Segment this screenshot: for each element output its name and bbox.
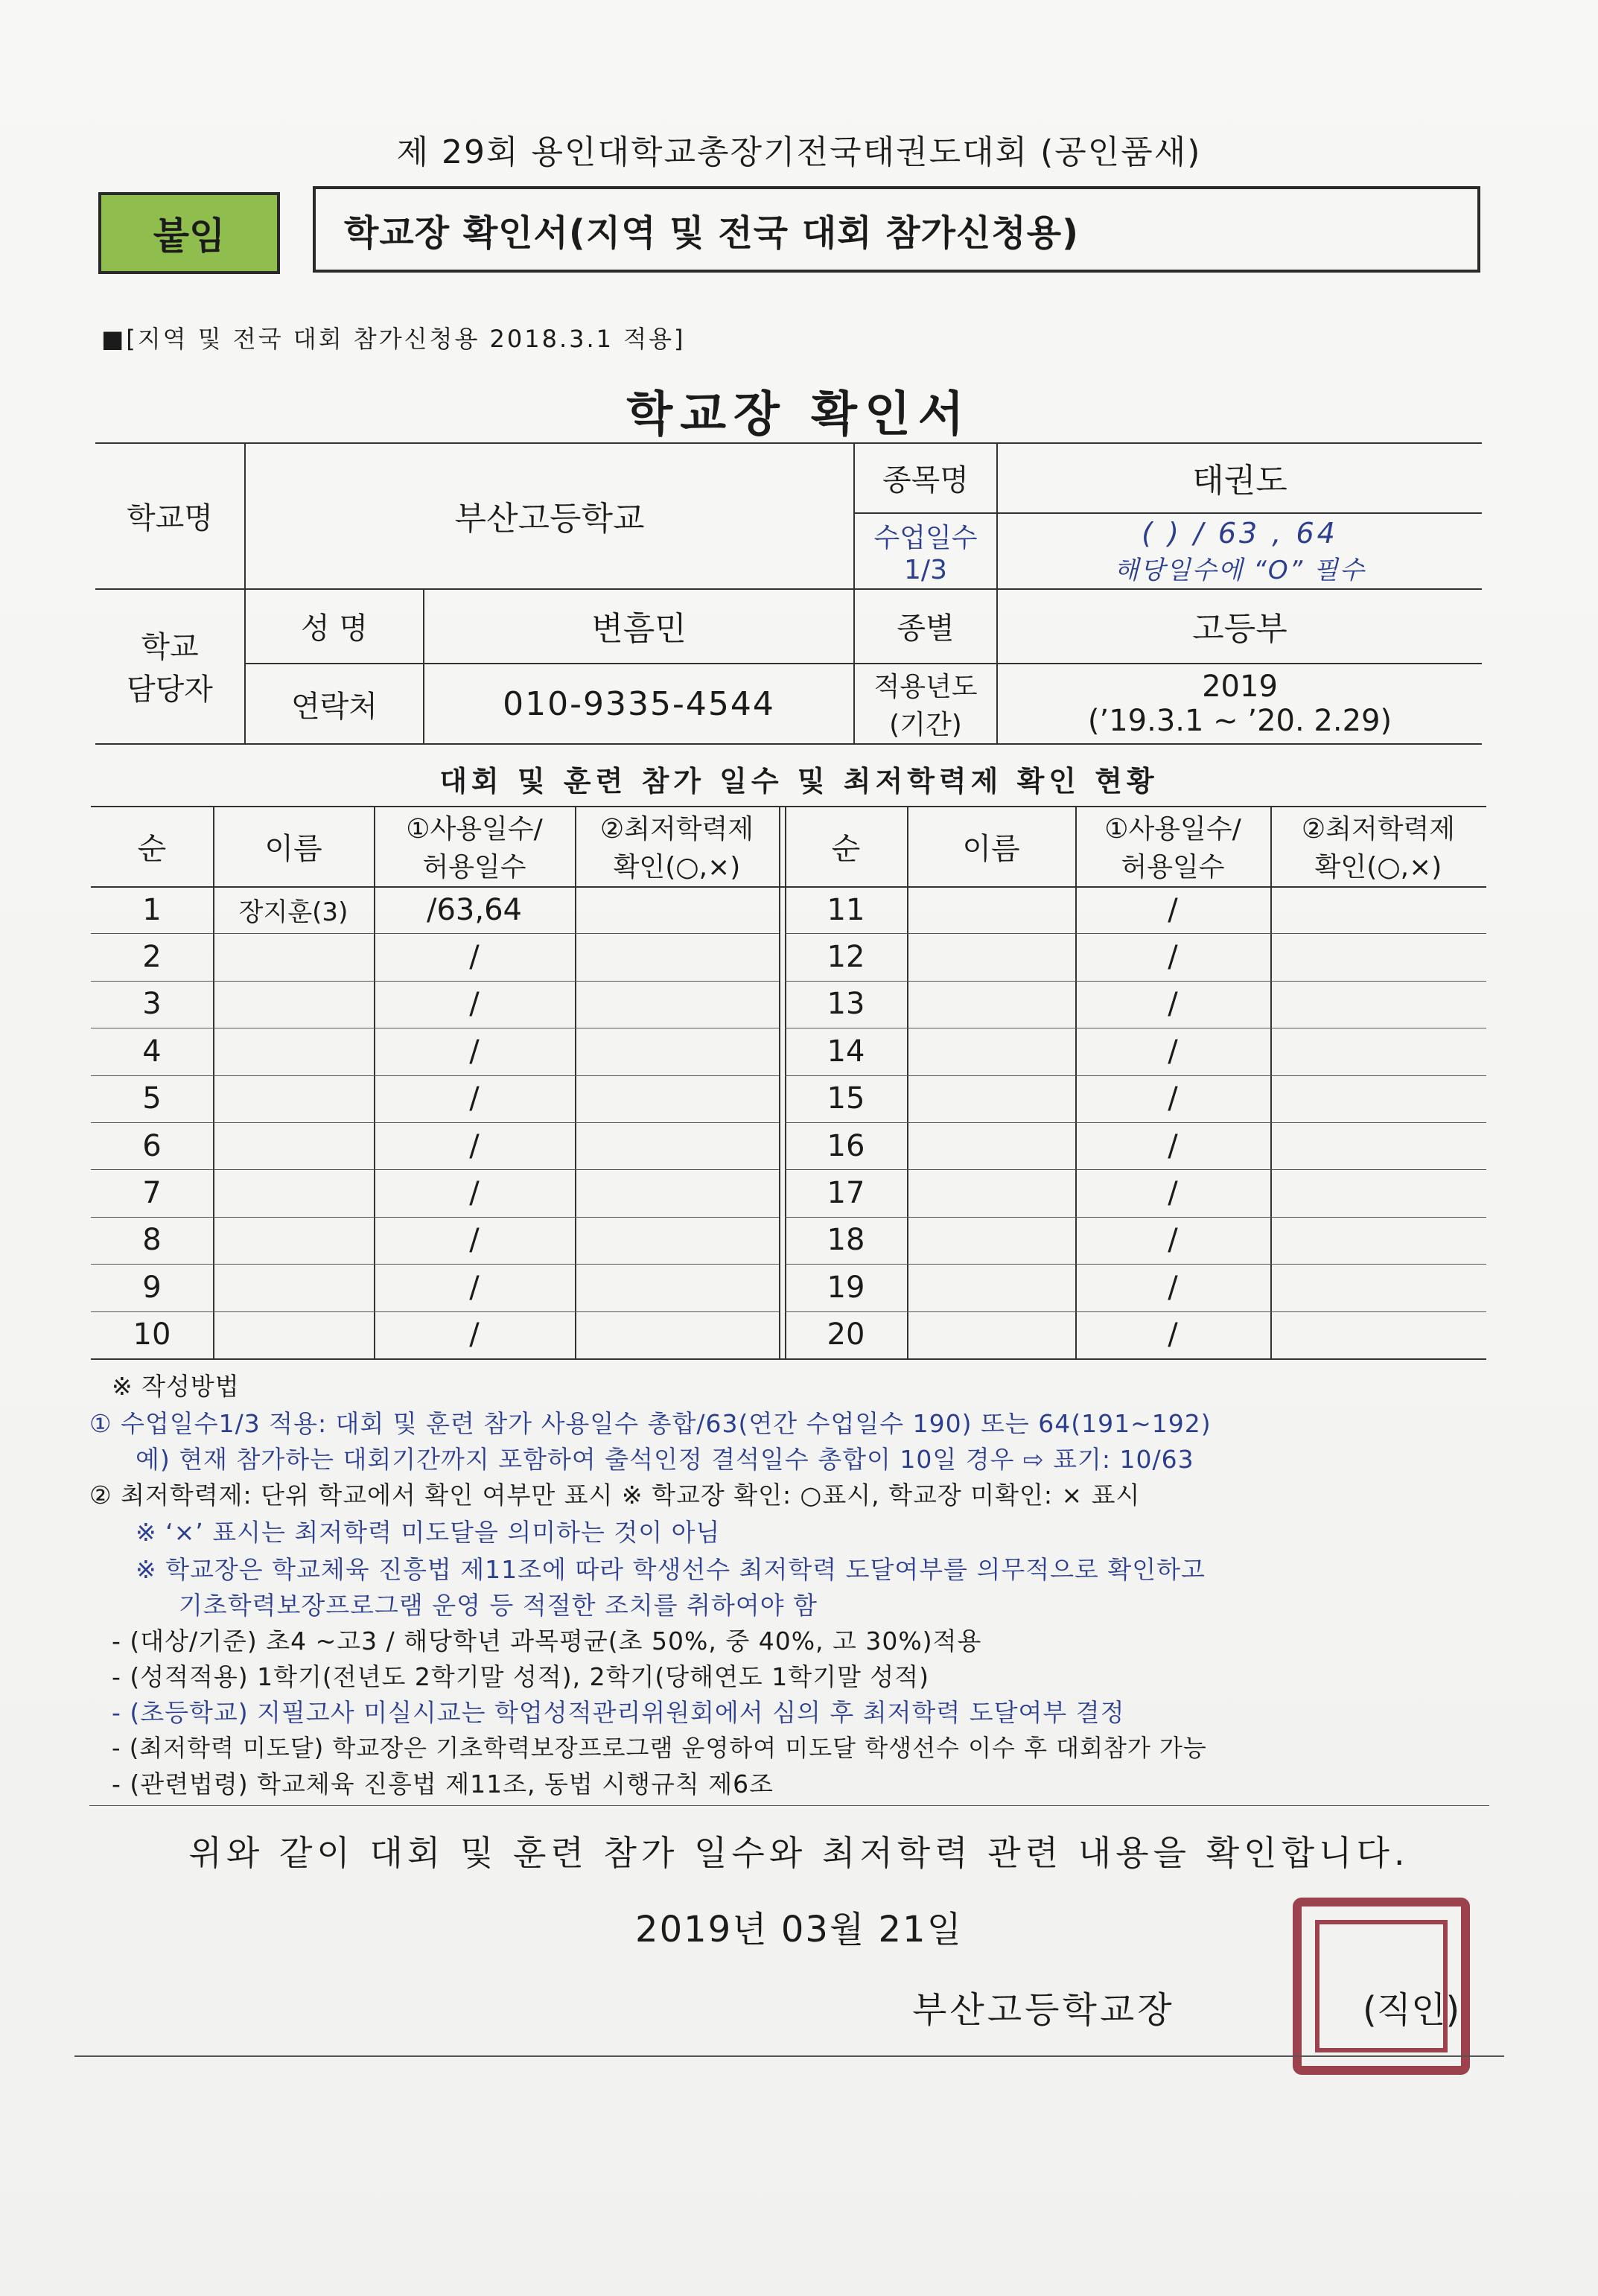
school-name-label: 학교명 xyxy=(127,500,213,535)
row-name xyxy=(213,981,374,1028)
header-no-left: 순 xyxy=(137,831,167,866)
row-check xyxy=(1270,1028,1486,1075)
row-number: 9 xyxy=(142,1270,162,1305)
row-check xyxy=(575,1311,779,1358)
class-days-label xyxy=(855,514,996,588)
row-number: 2 xyxy=(142,940,162,975)
row-number: 13 xyxy=(827,987,865,1022)
row-name xyxy=(213,1075,374,1122)
row-name xyxy=(213,1122,374,1169)
contact-phone: 010-9335-4544 xyxy=(503,684,775,723)
manager-name: 변흠민 xyxy=(591,610,687,648)
row-name xyxy=(907,1169,1075,1216)
row-name xyxy=(213,1217,374,1264)
instruction-line: - (대상/기준) 초4 ~고3 / 해당학년 과목평균(초 50%, 중 40%, 고 30%)적용 xyxy=(112,1626,982,1656)
school-name: 부산고등학교 xyxy=(454,500,645,538)
row-number: 20 xyxy=(827,1317,865,1352)
row-number: 17 xyxy=(827,1176,865,1211)
header-used-right xyxy=(1075,806,1270,886)
row-check xyxy=(575,1169,779,1216)
instruction-line: ※ 학교장은 학교체육 진흥법 제11조에 따라 학생선수 최저학력 도달여부를 의무적으로 확인하고 xyxy=(136,1555,1206,1584)
row-number: 6 xyxy=(142,1128,162,1163)
manager-name-label: 성 명 xyxy=(301,611,368,646)
row-used-days: / xyxy=(469,987,480,1022)
row-used-days: / xyxy=(1168,1081,1178,1116)
row-used-days: / xyxy=(1168,1176,1178,1211)
row-name xyxy=(907,1028,1075,1075)
header-used-left-line2: 허용일수 xyxy=(422,852,526,883)
row-used-days: / xyxy=(469,1317,480,1352)
row-number: 14 xyxy=(827,1034,865,1069)
header-name-left: 이름 xyxy=(264,831,322,866)
row-number: 1 xyxy=(142,892,162,927)
row-check xyxy=(1270,1217,1486,1264)
row-number: 12 xyxy=(827,940,865,975)
row-check xyxy=(575,1028,779,1075)
header-used-right-line2: 허용일수 xyxy=(1121,852,1225,883)
instruction-line: ② 최저학력제: 단위 학교에서 확인 여부만 표시 ※ 학교장 확인: ○표시, 학교장 미확인: × 표시 xyxy=(89,1481,1141,1510)
row-used-days: / xyxy=(1168,1317,1178,1352)
class-days-label-line2: 1/3 xyxy=(904,555,947,585)
header-used-right-line1: ①사용일수/ xyxy=(1104,814,1241,845)
row-used-days: /63,64 xyxy=(427,892,522,927)
row-name xyxy=(213,1264,374,1311)
contact-label: 연락처 xyxy=(291,689,378,724)
row-used-days: / xyxy=(1168,1270,1178,1305)
row-check xyxy=(1270,981,1486,1028)
row-name: 장지훈(3) xyxy=(238,897,348,928)
year-label xyxy=(855,664,996,743)
attachment-label: 붙임 xyxy=(98,192,280,274)
row-used-days: / xyxy=(469,1128,480,1163)
header-check-right xyxy=(1270,806,1486,886)
row-check xyxy=(1270,1264,1486,1311)
row-name xyxy=(213,1028,374,1075)
row-used-days: / xyxy=(469,1223,480,1258)
year-period: (’19.3.1 ~ ’20. 2.29) xyxy=(1087,704,1392,738)
instruction-line: - (관련법령) 학교체육 진흥법 제11조, 동법 시행규칙 제6조 xyxy=(112,1769,774,1799)
event-title: 제 29회 용인대학교총장기전국태권도대회 (공인품새) xyxy=(396,133,1202,171)
row-number: 3 xyxy=(142,987,162,1022)
instruction-line: ※ 작성방법 xyxy=(112,1372,240,1401)
row-number: 10 xyxy=(133,1317,171,1352)
row-name xyxy=(907,1075,1075,1122)
section-title: 대회 및 훈련 참가 일수 및 최저학력제 확인 현황 xyxy=(439,765,1159,798)
instruction-line: ① 수업일수1/3 적용: 대회 및 훈련 참가 사용일수 총합/63(연간 수업일수 190) 또는 64(191~192) xyxy=(89,1409,1212,1438)
row-number: 7 xyxy=(142,1176,162,1211)
row-used-days: / xyxy=(469,940,480,975)
row-name xyxy=(907,886,1075,933)
row-number: 8 xyxy=(142,1223,162,1258)
header-check-left-line2: 확인(○,×) xyxy=(613,852,741,883)
row-used-days: / xyxy=(469,1176,480,1211)
row-number: 4 xyxy=(142,1034,162,1069)
row-name xyxy=(907,981,1075,1028)
row-used-days: / xyxy=(469,1034,480,1069)
row-number: 19 xyxy=(827,1270,865,1305)
manager-label-line2: 담당자 xyxy=(127,672,213,707)
row-number: 11 xyxy=(827,892,865,927)
confirmation-statement: 위와 같이 대회 및 훈련 참가 일수와 최저학력 관련 내용을 확인합니다. xyxy=(188,1833,1410,1873)
row-number: 15 xyxy=(827,1081,865,1116)
row-name xyxy=(907,1264,1075,1311)
year-value: 2019 xyxy=(1202,670,1278,704)
manager-label-line1: 학교 xyxy=(141,630,199,664)
row-check xyxy=(1270,1169,1486,1216)
document-heading: 학교장 확인서(지역 및 전국 대회 참가신청용) xyxy=(313,186,1480,273)
row-check xyxy=(575,886,779,933)
row-name xyxy=(213,933,374,980)
row-used-days: / xyxy=(1168,987,1178,1022)
year-value-cell xyxy=(998,664,1482,743)
row-check xyxy=(575,1122,779,1169)
instruction-line: ※ ‘×’ 표시는 최저학력 미도달을 의미하는 것이 아님 xyxy=(136,1518,721,1547)
row-used-days: / xyxy=(1168,1034,1178,1069)
row-used-days: / xyxy=(469,1270,480,1305)
instruction-line: - (초등학교) 지필고사 미실시교는 학업성적관리위원회에서 심의 후 최저학력 도달여부 결정 xyxy=(112,1698,1125,1727)
row-number: 16 xyxy=(827,1128,865,1163)
year-label-line2: (기간) xyxy=(889,710,962,740)
row-check xyxy=(575,1264,779,1311)
principal-title: 부산고등학교장 xyxy=(912,1989,1175,2031)
class-days-note: 해당일수에 “O” 필수 xyxy=(1114,555,1366,585)
header-check-right-line2: 확인(○,×) xyxy=(1314,852,1442,883)
row-name xyxy=(907,1217,1075,1264)
event-name: 태권도 xyxy=(1192,462,1287,500)
row-check xyxy=(1270,1122,1486,1169)
row-name xyxy=(907,933,1075,980)
division: 고등부 xyxy=(1192,610,1287,648)
row-check xyxy=(575,981,779,1028)
instruction-line: - (최저학력 미도달) 학교장은 기초학력보장프로그램 운영하여 미도달 학생선수 이수 후 대회참가 가능 xyxy=(112,1734,1207,1762)
row-used-days: / xyxy=(1168,1128,1178,1163)
instruction-line: - (성적적용) 1학기(전년도 2학기말 성적), 2학기(당해연도 1학기말 성적) xyxy=(112,1662,930,1691)
row-name xyxy=(213,1311,374,1358)
seal-label: (직인) xyxy=(1363,1989,1460,2031)
row-used-days: / xyxy=(469,1081,480,1116)
row-name xyxy=(907,1122,1075,1169)
class-days-value-cell xyxy=(998,514,1482,588)
instruction-line: 기초학력보장프로그램 운영 등 적절한 조치를 취하여야 함 xyxy=(179,1591,818,1620)
row-check xyxy=(575,933,779,980)
row-number: 5 xyxy=(142,1081,162,1116)
doc-title: 학교장 확인서 xyxy=(626,387,972,442)
event-label: 종목명 xyxy=(882,462,969,497)
row-check xyxy=(575,1075,779,1122)
row-used-days: / xyxy=(1168,1223,1178,1258)
header-check-left-line1: ②최저학력제 xyxy=(599,814,754,845)
row-number: 18 xyxy=(827,1223,865,1258)
row-check xyxy=(1270,1075,1486,1122)
row-name xyxy=(907,1311,1075,1358)
row-used-days: / xyxy=(1168,892,1178,927)
header-check-left xyxy=(575,806,779,886)
row-used-days: / xyxy=(1168,940,1178,975)
row-check xyxy=(1270,933,1486,980)
header-name-right: 이름 xyxy=(962,831,1020,866)
division-label: 종별 xyxy=(897,611,955,646)
manager-label xyxy=(95,588,244,743)
signature-date: 2019년 03월 21일 xyxy=(635,1909,963,1950)
header-check-right-line1: ②최저학력제 xyxy=(1301,814,1456,845)
row-check xyxy=(575,1217,779,1264)
year-label-line1: 적용년도 xyxy=(873,672,978,702)
class-days-label-line1: 수업일수 xyxy=(873,523,978,553)
row-name xyxy=(213,1169,374,1216)
applicability-note: ■[지역 및 전국 대회 참가신청용 2018.3.1 적용] xyxy=(101,325,686,353)
row-check xyxy=(1270,886,1486,933)
class-days-value: ( ) / 63 , 64 xyxy=(1142,516,1338,550)
instruction-line: 예) 현재 참가하는 대회기간까지 포함하여 출석인정 결석일수 총합이 10일 경우 ⇨ 표기: 10/63 xyxy=(136,1445,1194,1474)
header-used-left-line1: ①사용일수/ xyxy=(406,814,543,845)
header-used-left xyxy=(374,806,575,886)
header-no-right: 순 xyxy=(831,831,861,866)
row-check xyxy=(1270,1311,1486,1358)
